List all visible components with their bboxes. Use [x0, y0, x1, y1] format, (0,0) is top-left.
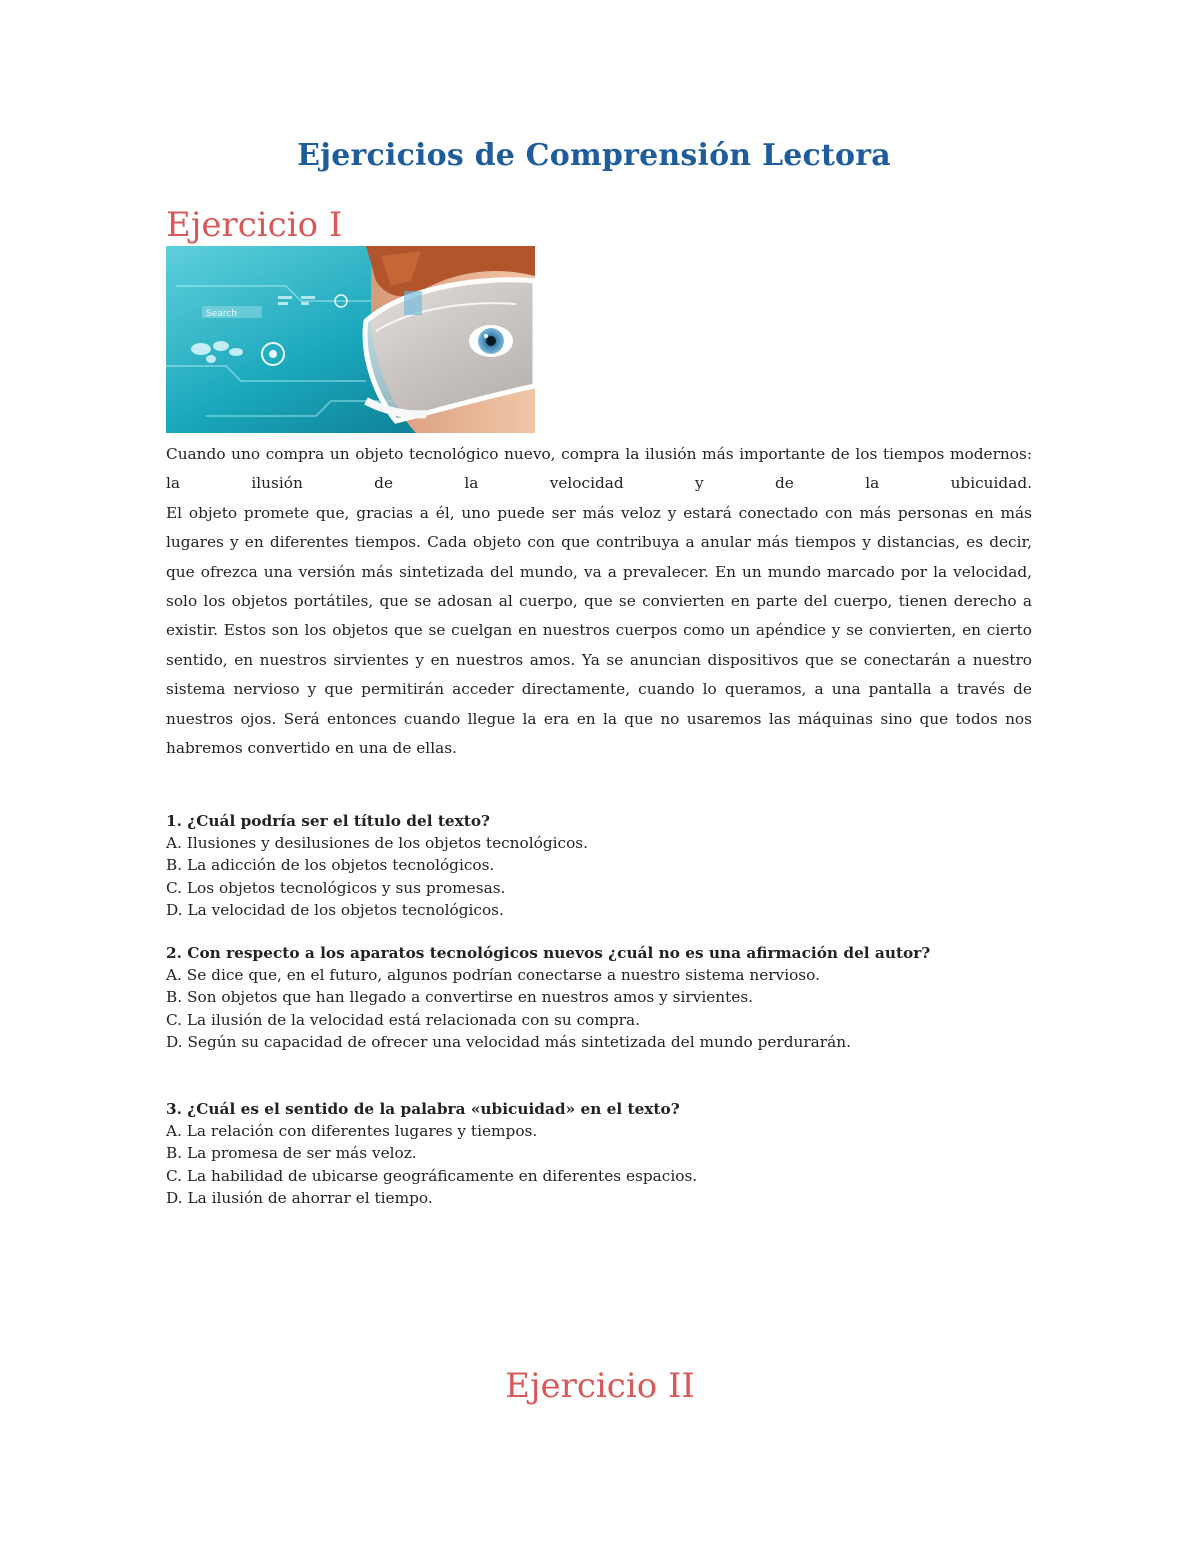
reading-text [166, 440, 1032, 763]
reading-paragraph-1: Cuando uno compra un objeto tecnológico nuevo, compra la ilusión más importante de los tiempos modernos: la ilusión de la velocidad y de la ubicuidad. [166, 445, 1032, 493]
page-title: Ejercicios de Comprensión Lectora [297, 138, 891, 173]
question-3-option-a: A. La relación con diferentes lugares y tiempos. [166, 1122, 538, 1141]
question-3-option-b: B. La promesa de ser más veloz. [166, 1144, 417, 1163]
question-1-option-d: D. La velocidad de los objetos tecnológicos. [166, 900, 504, 919]
reading-paragraph-2: El objeto promete que, gracias a él, uno puede ser más veloz y estará conectado con más personas en más lugares y en diferentes tiempos. Cada objeto con que contribuya a anular más tiempos y distancias, es decir, que ofrezca una versión más sintetizada del mundo, va a prevalecer. En un mundo marcado por la velocidad, solo los objetos portátiles, que se adosan al cuerpo, que se convierten en parte del cuerpo, tienen derecho a existir. Estos son los objetos que se cuelgan en nuestros cuerpos como un apéndice y se convierten, en cierto sentido, en nuestros sirvientes y en nuestros amos. Ya se anuncian dispositivos que se conectarán a nuestro sistema nervioso y que permitirán acceder directamente, cuando lo queramos, a una pantalla a través de nuestros ojos. Será entonces cuando llegue la era en la que no usaremos las máquinas sino que todos nos habremos convertido en una de ellas. [166, 503, 1032, 758]
question-2-option-c: C. La ilusión de la velocidad está relacionada con su compra. [166, 1010, 640, 1029]
question-1-option-a: A. Ilusiones y desilusiones de los objetos tecnológicos. [166, 834, 589, 853]
question-1-option-b: B. La adicción de los objetos tecnológicos. [166, 856, 495, 875]
question-3-option-d: D. La ilusión de ahorrar el tiempo. [166, 1188, 433, 1207]
question-2-option-a: A. Se dice que, en el futuro, algunos podrían conectarse a nuestro sistema nervioso. [166, 966, 820, 985]
question-2 [166, 942, 1032, 1053]
question-2-option-b: B. Son objetos que han llegado a convertirse en nuestros amos y sirvientes. [166, 988, 754, 1007]
question-2-option-d: D. Según su capacidad de ofrecer una velocidad más sintetizada del mundo perdurarán. [166, 1032, 851, 1051]
question-3-text: 3. ¿Cuál es el sentido de la palabra «ubicuidad» en el texto? [166, 1100, 680, 1118]
question-2-text: 2. Con respecto a los aparatos tecnológicos nuevos ¿cuál no es una afirmación del autor? [166, 944, 931, 962]
question-1 [166, 810, 1032, 921]
exercise-1-heading: Ejercicio I [166, 205, 343, 245]
futuristic-visor-image [166, 246, 535, 433]
question-1-text: 1. ¿Cuál podría ser el título del texto? [166, 812, 491, 830]
exercise-2-heading: Ejercicio II [505, 1366, 695, 1406]
question-1-option-c: C. Los objetos tecnológicos y sus promesas. [166, 878, 506, 897]
question-3-option-c: C. La habilidad de ubicarse geográficamente en diferentes espacios. [166, 1166, 698, 1185]
question-3 [166, 1098, 1032, 1209]
search-label: Search [206, 309, 237, 319]
